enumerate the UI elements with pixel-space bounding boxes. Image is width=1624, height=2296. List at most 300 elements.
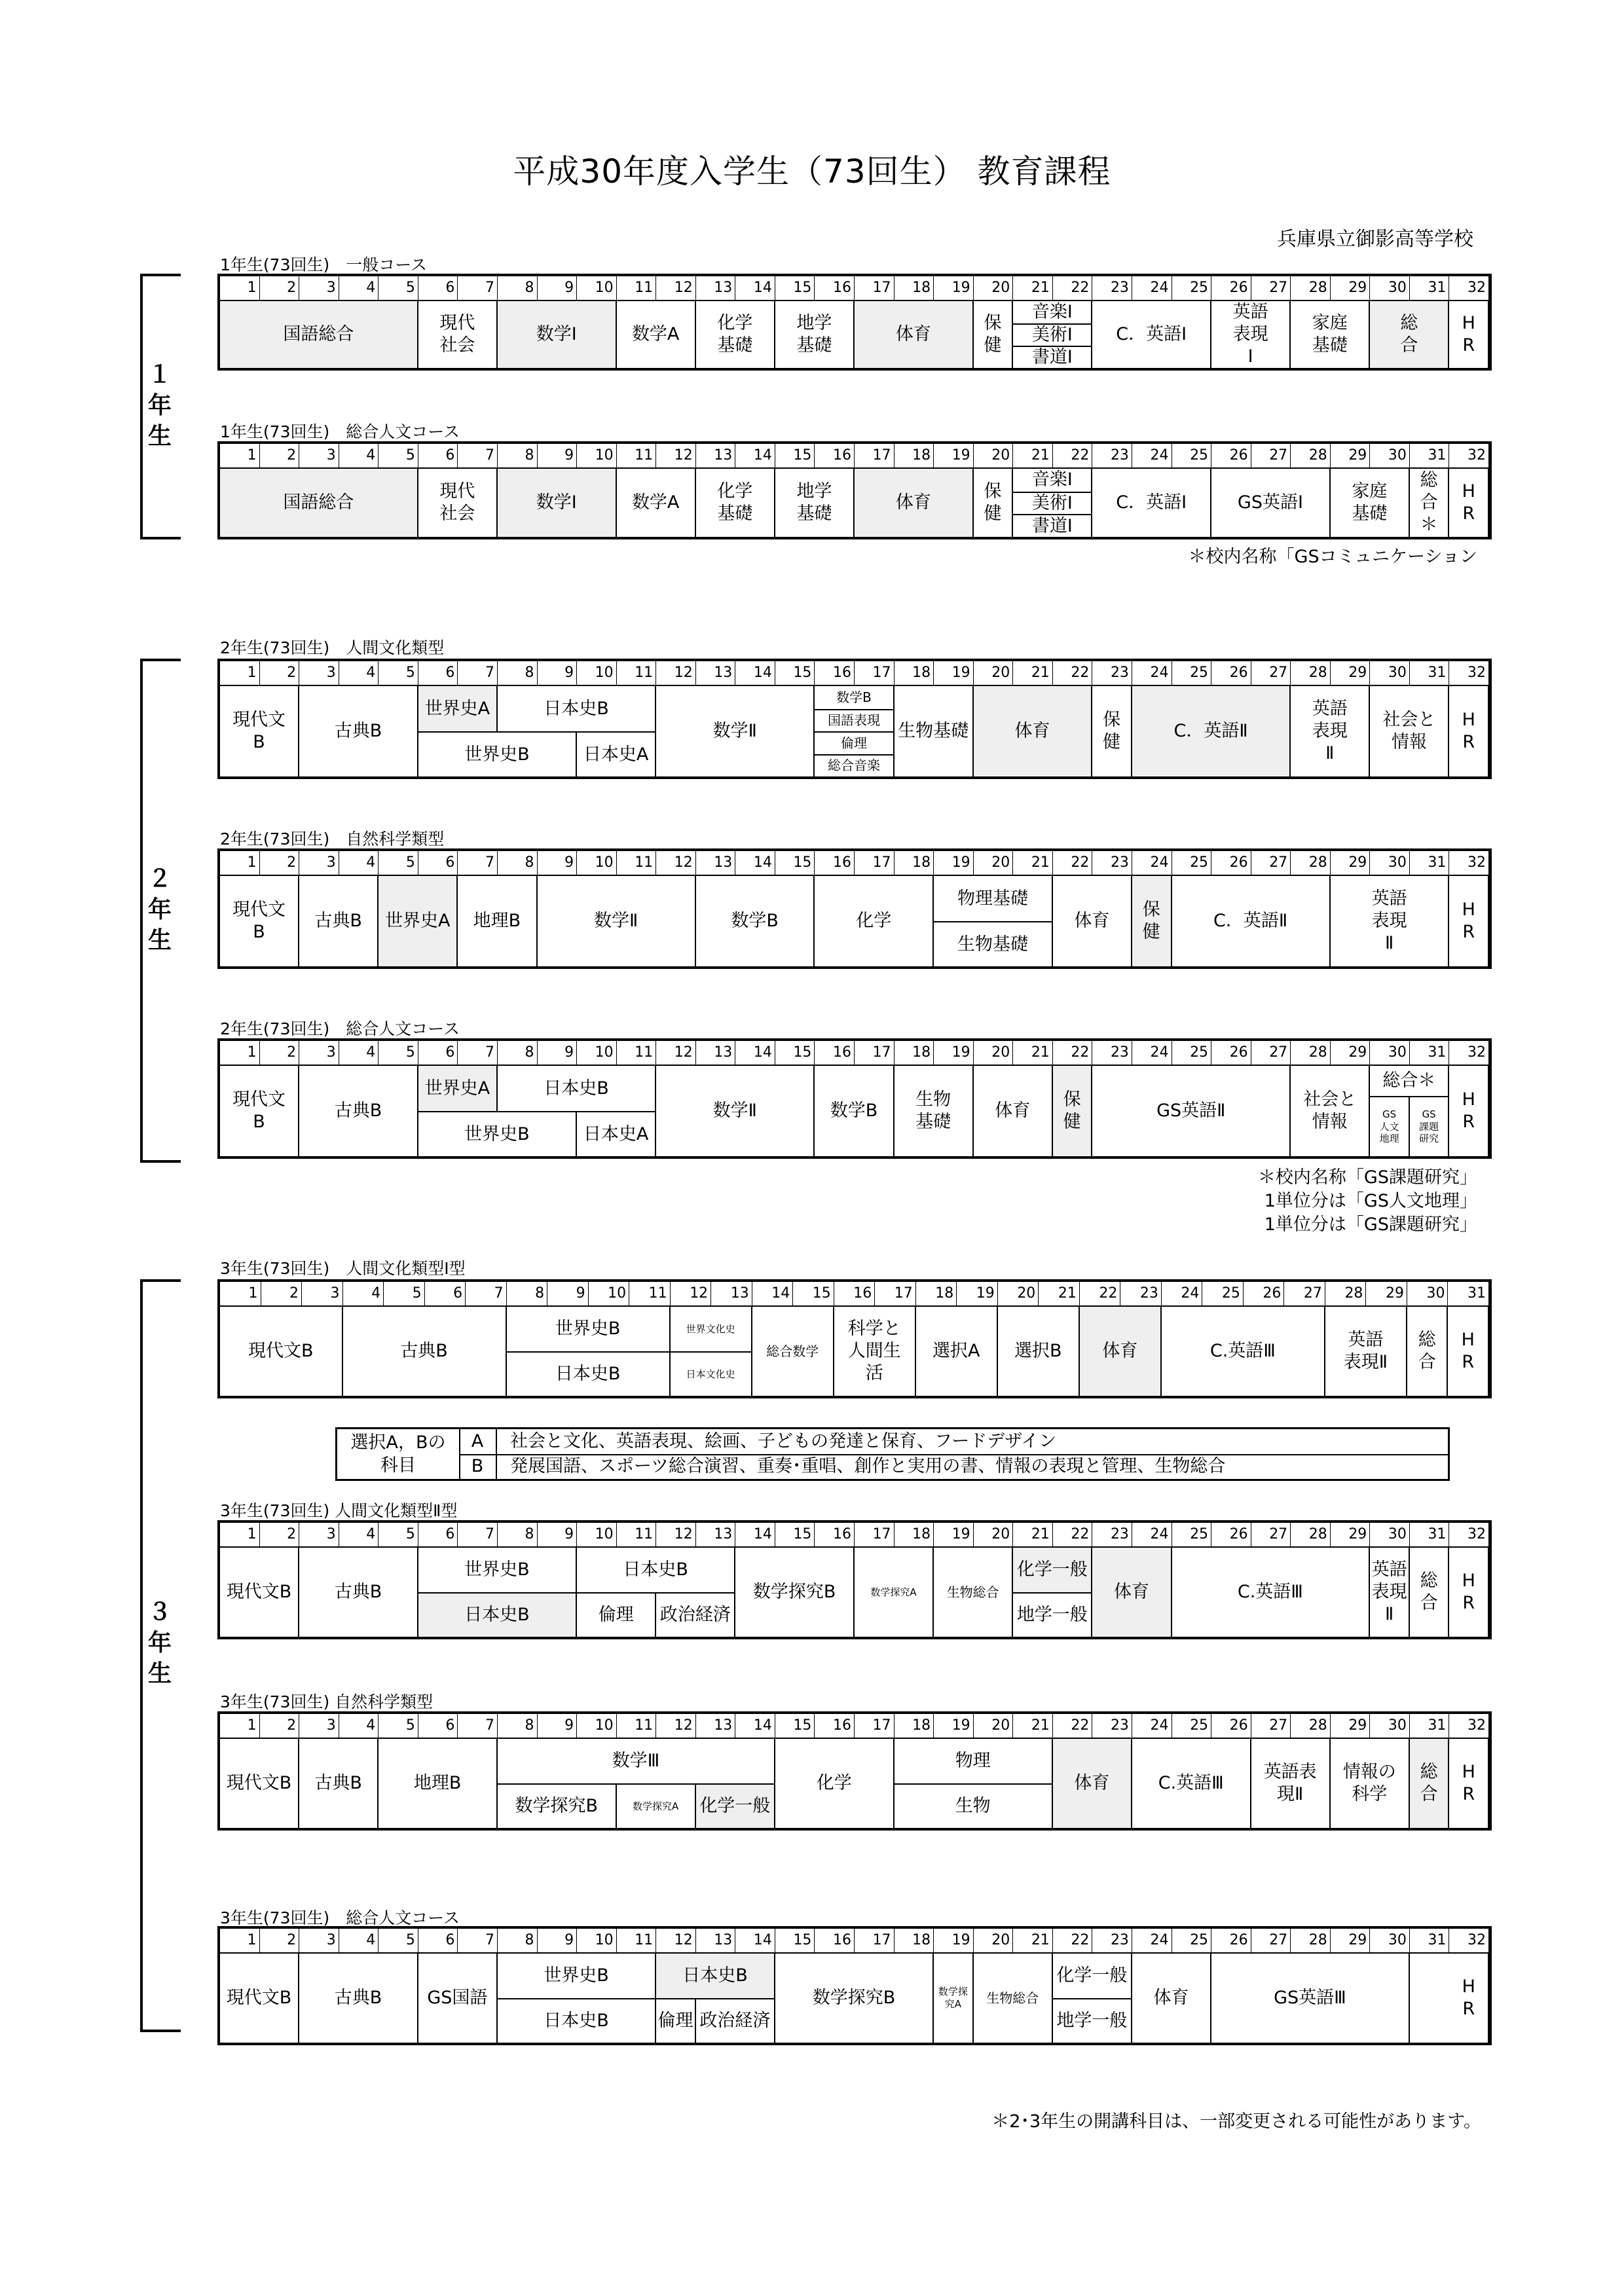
period-number-row: [220, 1714, 1489, 1739]
period-number: 20: [974, 1041, 1014, 1065]
period-number: 14: [735, 444, 775, 467]
period-number: 16: [815, 1523, 855, 1546]
subject-cell: 美術Ⅰ: [1013, 323, 1092, 346]
subject-cell: 現代文 B: [220, 686, 299, 776]
period-number: 27: [1251, 1714, 1291, 1738]
subject-cell: 世界史B: [498, 1954, 656, 1998]
period-number: 32: [1449, 661, 1489, 685]
subject-cell: 書道Ⅰ: [1013, 514, 1092, 537]
subject-cell: 数学探究B: [498, 1783, 617, 1828]
period-number: 19: [934, 444, 974, 467]
subject-cell: 化学一般: [696, 1783, 775, 1828]
subject-cell: 音楽Ⅰ: [1013, 301, 1092, 323]
period-number-row: [220, 1041, 1489, 1066]
subject-cell: 保 健: [1092, 686, 1132, 776]
subject-cell: C．英語Ⅱ: [1132, 686, 1291, 776]
period-number: 26: [1211, 661, 1251, 685]
period-number: 22: [1053, 661, 1093, 685]
subject-cell: 数学Ⅰ: [498, 469, 617, 537]
period-number: 3: [299, 1523, 339, 1546]
period-number: 10: [577, 851, 617, 875]
period-number: 6: [418, 851, 458, 875]
period-number: 15: [775, 1929, 815, 1952]
period-number: 24: [1132, 444, 1172, 467]
period-number: 19: [957, 1282, 998, 1305]
period-number: 20: [974, 1714, 1014, 1738]
period-number: 5: [378, 1041, 418, 1065]
subject-cell: 社会と 情報: [1370, 686, 1449, 776]
period-number: 7: [458, 851, 498, 875]
period-number: 4: [339, 1523, 379, 1546]
subject-cell: 体育: [1092, 1548, 1172, 1637]
curriculum-g2a: [217, 659, 1492, 779]
subject-cell: 地学一般: [1013, 1592, 1092, 1637]
period-number: 13: [696, 1523, 736, 1546]
period-number: 22: [1080, 1282, 1121, 1305]
period-number: 5: [378, 1714, 418, 1738]
note-g2-a: ＊校内名称「GS課題研究」: [1257, 1167, 1477, 1188]
period-number: 16: [815, 276, 855, 300]
period-number: 11: [617, 1041, 657, 1065]
period-number: 3: [299, 661, 339, 685]
subject-cell: 数学探究A: [934, 1954, 974, 2043]
subject-cell: 倫理: [815, 731, 894, 754]
period-number: 25: [1172, 444, 1212, 467]
period-number: 19: [934, 1523, 974, 1546]
period-number: 19: [934, 851, 974, 875]
period-number: 23: [1092, 661, 1132, 685]
period-number: 21: [1039, 1282, 1080, 1305]
subject-cell: 英語 表現 Ⅱ: [1291, 686, 1370, 776]
period-number: 14: [735, 1929, 775, 1952]
period-number: 17: [855, 1929, 895, 1952]
subject-cell: 総 合: [1410, 1548, 1450, 1637]
period-number: 6: [418, 276, 458, 300]
subject-cell: 数学B: [815, 1066, 894, 1156]
period-number: 24: [1132, 661, 1172, 685]
g2c-label: 2年生(73回生) 総合人文コース: [220, 1019, 460, 1038]
subject-cell: 倫理: [577, 1592, 656, 1637]
subject-cell: H R: [1449, 469, 1489, 537]
period-number: 21: [1013, 1929, 1053, 1952]
period-number: 24: [1132, 851, 1172, 875]
subject-cell: 物理: [895, 1739, 1053, 1783]
period-number: 29: [1331, 851, 1371, 875]
subject-cell: H R: [1449, 1739, 1489, 1828]
subject-cell: 社会と 情報: [1291, 1066, 1370, 1156]
period-number: 23: [1092, 851, 1132, 875]
subject-cell: H R: [1449, 1066, 1489, 1156]
period-number: 6: [418, 444, 458, 467]
period-number: 23: [1092, 1523, 1132, 1546]
period-number: 2: [260, 661, 300, 685]
period-number: 21: [1013, 1714, 1053, 1738]
period-number: 31: [1410, 444, 1450, 467]
period-number: 11: [617, 276, 657, 300]
subject-cell: H R: [1449, 1954, 1489, 2043]
period-number: 12: [656, 444, 696, 467]
period-number: 29: [1366, 1282, 1407, 1305]
subject-cell: 保 健: [1053, 1066, 1093, 1156]
period-number: 19: [934, 1929, 974, 1952]
subject-cell: 国語総合: [220, 301, 418, 368]
period-number-row: [220, 444, 1489, 469]
subject-cell: 日本史B: [656, 1954, 775, 1998]
period-number: 15: [775, 444, 815, 467]
period-number: 13: [696, 276, 736, 300]
period-number: 11: [617, 851, 657, 875]
period-number: 23: [1092, 276, 1132, 300]
period-number: 5: [378, 1523, 418, 1546]
period-number: 23: [1092, 1929, 1132, 1952]
period-number: 5: [378, 851, 418, 875]
subject-cell: 保 健: [1132, 876, 1172, 966]
period-number: 7: [458, 1041, 498, 1065]
period-number-row: [220, 1282, 1489, 1307]
subject-cell: 日本史B: [498, 686, 656, 731]
period-number: 15: [775, 1041, 815, 1065]
selection-a-key: A: [459, 1429, 497, 1454]
subject-cell: 政治経済: [656, 1592, 735, 1637]
subject-cell: 英語 表現 Ⅱ: [1331, 876, 1450, 966]
subject-cell: 体育: [1053, 876, 1132, 966]
period-number: 6: [418, 1041, 458, 1065]
period-number: 10: [577, 1041, 617, 1065]
period-number: 26: [1211, 1523, 1251, 1546]
period-number: 24: [1162, 1282, 1203, 1305]
period-number: 28: [1291, 851, 1331, 875]
subject-cell: 世界史B: [507, 1307, 671, 1351]
period-number-row: [220, 1523, 1489, 1548]
period-number: 13: [696, 851, 736, 875]
curriculum-g1a: [217, 274, 1492, 371]
subject-cell: 化学: [775, 1739, 895, 1828]
subject-cell: 数学探究B: [735, 1548, 855, 1637]
period-number: 19: [934, 661, 974, 685]
period-number: 20: [974, 661, 1014, 685]
subject-cell: 政治経済: [696, 1998, 775, 2043]
period-number: 30: [1370, 851, 1410, 875]
subject-cell: GS英語Ⅱ: [1092, 1066, 1291, 1156]
subject-cell: 現代 社会: [418, 469, 498, 537]
period-number: 18: [916, 1282, 957, 1305]
period-number: 16: [815, 1714, 855, 1738]
period-number: 1: [220, 1714, 260, 1738]
period-number: 31: [1448, 1282, 1489, 1305]
period-number: 19: [934, 1041, 974, 1065]
period-number: 25: [1172, 1523, 1212, 1546]
period-number: 26: [1211, 444, 1251, 467]
period-number: 9: [538, 444, 578, 467]
subject-cell: 古典B: [299, 876, 378, 966]
subject-cell: 化学 基礎: [696, 469, 775, 537]
subject-cell: 総合数学: [752, 1307, 834, 1396]
note-g1: ＊校内名称「GSコミュニケーション: [1188, 547, 1477, 567]
period-number: 22: [1053, 851, 1093, 875]
subject-cell: GS国語: [418, 1954, 498, 2043]
period-number: 10: [589, 1282, 630, 1305]
period-number: 7: [458, 1929, 498, 1952]
subject-cell: 倫理: [656, 1998, 696, 2043]
bottom-note: ＊2･3年生の開講科目は、一部変更される可能性があります。: [991, 2111, 1481, 2132]
subject-cell: 数学Ⅰ: [498, 301, 617, 368]
subject-cell: 体育: [974, 686, 1093, 776]
period-number: 3: [299, 444, 339, 467]
subject-cell: 書道Ⅰ: [1013, 346, 1092, 368]
subject-cell: 日本史A: [577, 731, 656, 776]
period-number: 20: [974, 851, 1014, 875]
period-number: 14: [735, 1523, 775, 1546]
period-number: 25: [1172, 1929, 1212, 1952]
period-number: 2: [261, 1282, 303, 1305]
page-title: 平成30年度入学生（73回生） 教育課程: [513, 153, 1111, 191]
period-number: 21: [1013, 1041, 1053, 1065]
period-number: 2: [260, 276, 300, 300]
period-number: 11: [617, 444, 657, 467]
period-number: 21: [1013, 444, 1053, 467]
period-number: 4: [339, 444, 379, 467]
period-number: 6: [418, 1929, 458, 1952]
period-number: 30: [1370, 444, 1410, 467]
period-number: 11: [629, 1282, 671, 1305]
period-number: 17: [855, 1041, 895, 1065]
period-number: 25: [1172, 276, 1212, 300]
period-number: 3: [299, 851, 339, 875]
subject-cell: H R: [1449, 876, 1489, 966]
period-number: 18: [895, 1523, 934, 1546]
period-number: 32: [1449, 1523, 1489, 1546]
period-number: 27: [1251, 1523, 1291, 1546]
period-number: 20: [974, 1929, 1014, 1952]
subject-cell: 英語 表現Ⅱ: [1370, 1548, 1410, 1637]
period-number: 13: [696, 444, 736, 467]
subject-cell: 数学A: [617, 469, 696, 537]
period-number: 1: [220, 444, 260, 467]
period-number: 6: [418, 661, 458, 685]
period-number: 17: [855, 276, 895, 300]
period-number: 11: [617, 1929, 657, 1952]
subject-cell: 選択A: [916, 1307, 998, 1396]
period-number: 14: [735, 851, 775, 875]
period-number: 3: [299, 1041, 339, 1065]
subject-cell: 物理基礎: [934, 876, 1053, 921]
period-number: 31: [1410, 1523, 1450, 1546]
period-number: 20: [974, 1523, 1014, 1546]
period-number: 17: [855, 851, 895, 875]
subject-cell: 情報の 科学: [1331, 1739, 1410, 1828]
subject-cell: 日本史B: [498, 1998, 656, 2043]
period-number: 22: [1053, 444, 1093, 467]
subject-cell: 数学B: [696, 876, 815, 966]
subject-cell: 地理B: [378, 1739, 498, 1828]
period-number: 17: [855, 1714, 895, 1738]
period-number: 8: [498, 661, 538, 685]
period-number: 9: [538, 1523, 578, 1546]
period-number: 4: [343, 1282, 384, 1305]
period-number-row: [220, 661, 1489, 686]
subject-cell: 数学B: [815, 686, 894, 709]
subject-cell: 家庭 基礎: [1291, 301, 1370, 368]
school-name: 兵庫県立御影高等学校: [1277, 228, 1473, 251]
period-number: 4: [339, 1041, 379, 1065]
period-number: 14: [735, 276, 775, 300]
period-number: 2: [260, 1714, 300, 1738]
subject-cell: 保 健: [974, 469, 1014, 537]
period-number: 19: [934, 276, 974, 300]
period-number: 23: [1092, 1714, 1132, 1738]
subject-cell: C．英語Ⅰ: [1092, 469, 1211, 537]
period-number: 27: [1251, 1041, 1291, 1065]
period-number: 25: [1202, 1282, 1244, 1305]
period-number: 29: [1331, 1523, 1371, 1546]
period-number: 22: [1053, 1714, 1093, 1738]
subject-cell: GS英語Ⅲ: [1211, 1954, 1410, 2043]
subject-cell: 地理B: [458, 876, 537, 966]
period-number: 8: [498, 276, 538, 300]
period-number: 30: [1370, 1714, 1410, 1738]
subject-cell: H R: [1449, 686, 1489, 776]
period-number: 13: [696, 661, 736, 685]
subject-cell: 現代文 B: [220, 1066, 299, 1156]
period-number: 27: [1251, 1929, 1291, 1952]
subject-cell: 家庭 基礎: [1331, 469, 1410, 537]
period-number: 21: [1013, 851, 1053, 875]
subject-cell: 古典B: [299, 686, 418, 776]
period-number: 27: [1251, 444, 1291, 467]
subject-cell: 化学 基礎: [696, 301, 775, 368]
period-number: 27: [1284, 1282, 1325, 1305]
period-number: 31: [1410, 661, 1450, 685]
selection-a-value: 社会と文化、英語表現、絵画、子どもの発達と保育、フードデザイン: [510, 1431, 1057, 1451]
subject-cell: 古典B: [299, 1066, 418, 1156]
period-number: 15: [775, 1714, 815, 1738]
subject-cell: 化学一般: [1013, 1548, 1092, 1592]
period-number: 8: [498, 1041, 538, 1065]
period-number: 13: [711, 1282, 752, 1305]
subject-cell: 美術Ⅰ: [1013, 492, 1092, 515]
subject-cell: 日本史A: [577, 1111, 656, 1156]
subject-cell: 世界史A: [378, 876, 458, 966]
subject-cell: GS 人文 地理: [1370, 1096, 1410, 1156]
period-number-row: [220, 851, 1489, 876]
subject-cell: 世界史A: [418, 1066, 498, 1111]
period-number: 18: [895, 1714, 934, 1738]
subject-cell: 数学探究A: [855, 1548, 934, 1637]
period-number: 30: [1370, 1041, 1410, 1065]
subject-cell: 総 合: [1407, 1307, 1449, 1396]
period-number: 12: [656, 1041, 696, 1065]
period-number: 20: [998, 1282, 1039, 1305]
period-number: 16: [815, 444, 855, 467]
g3d-label: 3年生(73回生) 総合人文コース: [220, 1908, 460, 1927]
subject-cell: 生物: [895, 1783, 1053, 1828]
period-number: 20: [974, 444, 1014, 467]
period-number: 4: [339, 1714, 379, 1738]
selection-table: [335, 1427, 1450, 1481]
curriculum-g3c: [217, 1711, 1492, 1831]
period-number: 25: [1172, 1041, 1212, 1065]
period-number: 32: [1449, 1929, 1489, 1952]
period-number: 12: [656, 661, 696, 685]
period-number: 10: [577, 1523, 617, 1546]
subject-cell: 化学一般: [1053, 1954, 1132, 1998]
period-number: 20: [974, 276, 1014, 300]
period-number: 13: [696, 1041, 736, 1065]
period-number: 8: [507, 1282, 548, 1305]
subject-cell: 地学 基礎: [775, 301, 855, 368]
subject-cell: 現代文 B: [220, 876, 299, 966]
period-number-row: [220, 276, 1489, 301]
period-number: 9: [538, 1041, 578, 1065]
period-number: 1: [220, 1929, 260, 1952]
period-number: 18: [895, 851, 934, 875]
period-number: 31: [1410, 1041, 1450, 1065]
g2a-label: 2年生(73回生) 人間文化類型: [220, 638, 445, 657]
period-number: 1: [220, 851, 260, 875]
period-number: 29: [1331, 444, 1371, 467]
subject-cell: 古典B: [299, 1739, 378, 1828]
curriculum-g2c: [217, 1038, 1492, 1159]
period-number: 10: [577, 661, 617, 685]
subject-cell: 英語表 現Ⅱ: [1251, 1739, 1331, 1828]
period-number: 16: [815, 661, 855, 685]
period-number: 21: [1013, 661, 1053, 685]
subject-cell: 体育: [1080, 1307, 1162, 1396]
selection-header: 選択A，Bの 科目: [337, 1429, 460, 1479]
curriculum-g3a: [217, 1279, 1492, 1398]
curriculum-g3b: [217, 1520, 1492, 1639]
period-number: 10: [577, 444, 617, 467]
subject-cell: 数学Ⅲ: [498, 1739, 775, 1783]
period-number: 9: [538, 851, 578, 875]
period-number: 22: [1053, 276, 1093, 300]
period-number: 7: [458, 444, 498, 467]
period-number: 16: [815, 851, 855, 875]
subject-cell: 総合＊: [1370, 1066, 1449, 1096]
period-number: 25: [1172, 851, 1212, 875]
period-number: 7: [458, 1523, 498, 1546]
period-number: 5: [378, 444, 418, 467]
period-number: 31: [1410, 1714, 1450, 1738]
period-number: 3: [302, 1282, 343, 1305]
subject-cell: 日本文化史: [671, 1351, 752, 1396]
subject-cell: 現代文B: [220, 1739, 299, 1828]
period-number: 2: [260, 851, 300, 875]
period-number: 15: [775, 851, 815, 875]
period-number: 15: [775, 276, 815, 300]
subject-cell: 国語総合: [220, 469, 418, 537]
period-number: 1: [220, 661, 260, 685]
period-number: 10: [577, 1929, 617, 1952]
period-number: 2: [260, 1929, 300, 1952]
subject-cell: 古典B: [299, 1954, 418, 2043]
subject-cell: C.英語Ⅲ: [1132, 1739, 1251, 1828]
period-number: 7: [458, 1714, 498, 1738]
subject-cell: 保 健: [974, 301, 1014, 368]
note-g2-c: 1単位分は「GS課題研究」: [1264, 1214, 1477, 1235]
period-number: 28: [1291, 661, 1331, 685]
period-number: 25: [1172, 1714, 1212, 1738]
subject-cell: 英語 表現 Ⅰ: [1211, 301, 1291, 368]
period-number: 22: [1053, 1041, 1093, 1065]
period-number: 23: [1120, 1282, 1162, 1305]
period-number-row: [220, 1929, 1489, 1954]
period-number: 16: [815, 1929, 855, 1952]
period-number: 28: [1291, 1523, 1331, 1546]
period-number: 3: [299, 276, 339, 300]
subject-cell: C．英語Ⅱ: [1172, 876, 1331, 966]
period-number: 24: [1132, 276, 1172, 300]
